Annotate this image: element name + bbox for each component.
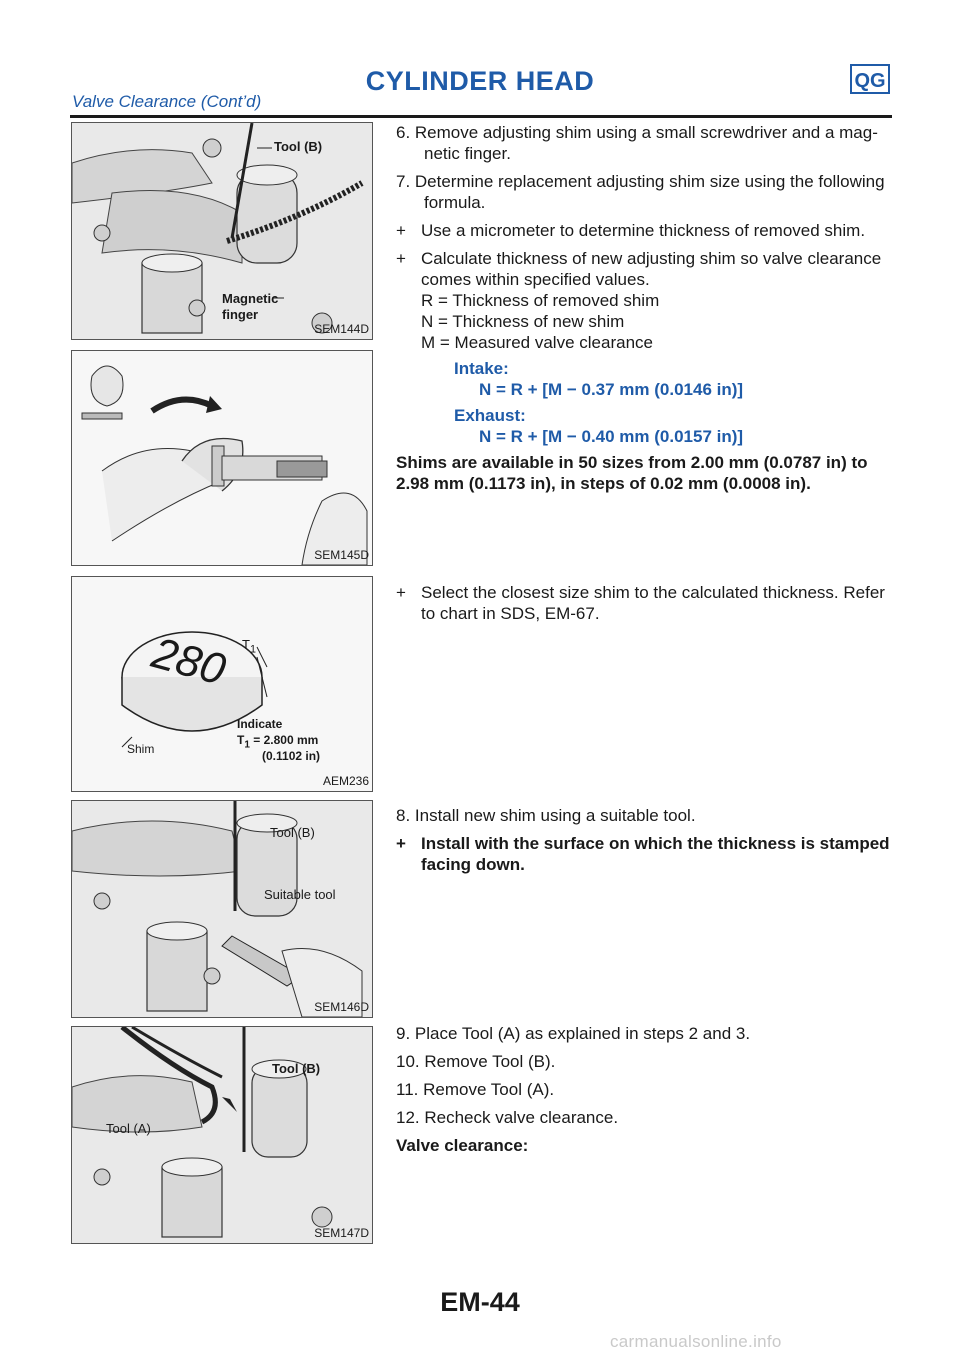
label-inch-value: (0.1102 in) [262, 749, 321, 763]
shim-sizes-note: Shims are available in 50 sizes from 2.00 mm (0.0787 in) to 2.98 mm (0.1173 in), in steps of 0.02 mm (0.0008 in). [396, 453, 868, 493]
step-9: 9. Place Tool (A) as explained in steps 2 and 3. [396, 1024, 751, 1043]
label-t1-value: $T_1 = 2.800$ mm [237, 733, 319, 751]
engine-badge: QG [850, 64, 890, 94]
figure-sem145d [71, 350, 373, 566]
intake-formula: N = R + [M − 0.37 mm (0.0146 in)] [479, 380, 744, 399]
figure-code: SEM145D [314, 548, 369, 562]
step-12: 12. Recheck valve clearance. [396, 1108, 619, 1127]
step-8: 8. Install new shim using a suitable tool. [396, 806, 696, 825]
label-tool-a: Tool (A) [106, 1121, 151, 1136]
step-11: 11. Remove Tool (A). [396, 1080, 555, 1099]
label-tool-b: Tool (B) [272, 1061, 321, 1076]
figure-aem236 [71, 576, 373, 792]
bullet-calculate: + Calculate thickness of new adjusting shim so valve clearance comes within specified values. [396, 249, 882, 289]
shim-stamp: 280 [147, 628, 231, 695]
exhaust-label: Exhaust: [454, 406, 526, 425]
page-number: EM-44 [440, 1287, 520, 1317]
definition-m: M = Measured valve clearance [421, 333, 653, 352]
label-shim: Shim [127, 742, 155, 756]
figure-code: SEM146D [314, 1000, 369, 1014]
shim-install-illustration [72, 801, 372, 1017]
valve-clearance-label: Valve clearance: [396, 1136, 529, 1155]
figure-sem144d [71, 122, 373, 340]
section-shim-removal [396, 122, 896, 501]
label-finger: finger [222, 307, 259, 322]
label-tool-b: Tool (B) [274, 139, 323, 154]
step-10: 10. Remove Tool (B). [396, 1052, 556, 1071]
figure-sem146d [71, 800, 373, 1018]
exhaust-formula: N = R + [M − 0.40 mm (0.0157 in)] [479, 427, 744, 446]
bullet-select-shim: + Select the closest size shim to the calculated thickness. Refer to chart in SDS, EM-67. [396, 583, 885, 623]
label-indicate: Indicate [237, 717, 283, 731]
step-7: 7. Determine replacement adjusting shim size using the following formula. [396, 172, 885, 212]
shim-thickness-illustration [72, 577, 372, 791]
watermark: carmanualsonline.info [610, 1332, 782, 1351]
figure-code: SEM144D [314, 322, 369, 336]
intake-label: Intake: [454, 359, 509, 378]
micrometer-illustration [72, 351, 372, 565]
label-tool-b: Tool (B) [270, 825, 315, 840]
section-select-shim [396, 582, 896, 631]
label-t: $T_1$ [242, 637, 256, 656]
label-suitable-tool: Suitable tool [264, 887, 336, 902]
page-title: CYLINDER HEAD [365, 66, 595, 96]
bullet-install-direction: + Install with the surface on which the thickness is stamped facing down. [396, 834, 890, 874]
figure-sem147d [71, 1026, 373, 1244]
page-subtitle: Valve Clearance (Cont’d) [72, 92, 262, 111]
definition-r: R = Thickness of removed shim [421, 291, 660, 310]
figure-code: SEM147D [314, 1226, 369, 1240]
section-recheck [396, 1023, 896, 1163]
definition-n: N = Thickness of new shim [421, 312, 625, 331]
bullet-micrometer: + Use a micrometer to determine thickness of removed shim. [396, 221, 866, 240]
step-6: 6. Remove adjusting shim using a small screwdriver and a mag-netic finger. [396, 123, 878, 163]
label-magnetic: Magnetic [222, 291, 279, 306]
section-install-shim [396, 805, 896, 882]
figure-code: AEM236 [322, 774, 369, 788]
header-divider [70, 115, 892, 118]
